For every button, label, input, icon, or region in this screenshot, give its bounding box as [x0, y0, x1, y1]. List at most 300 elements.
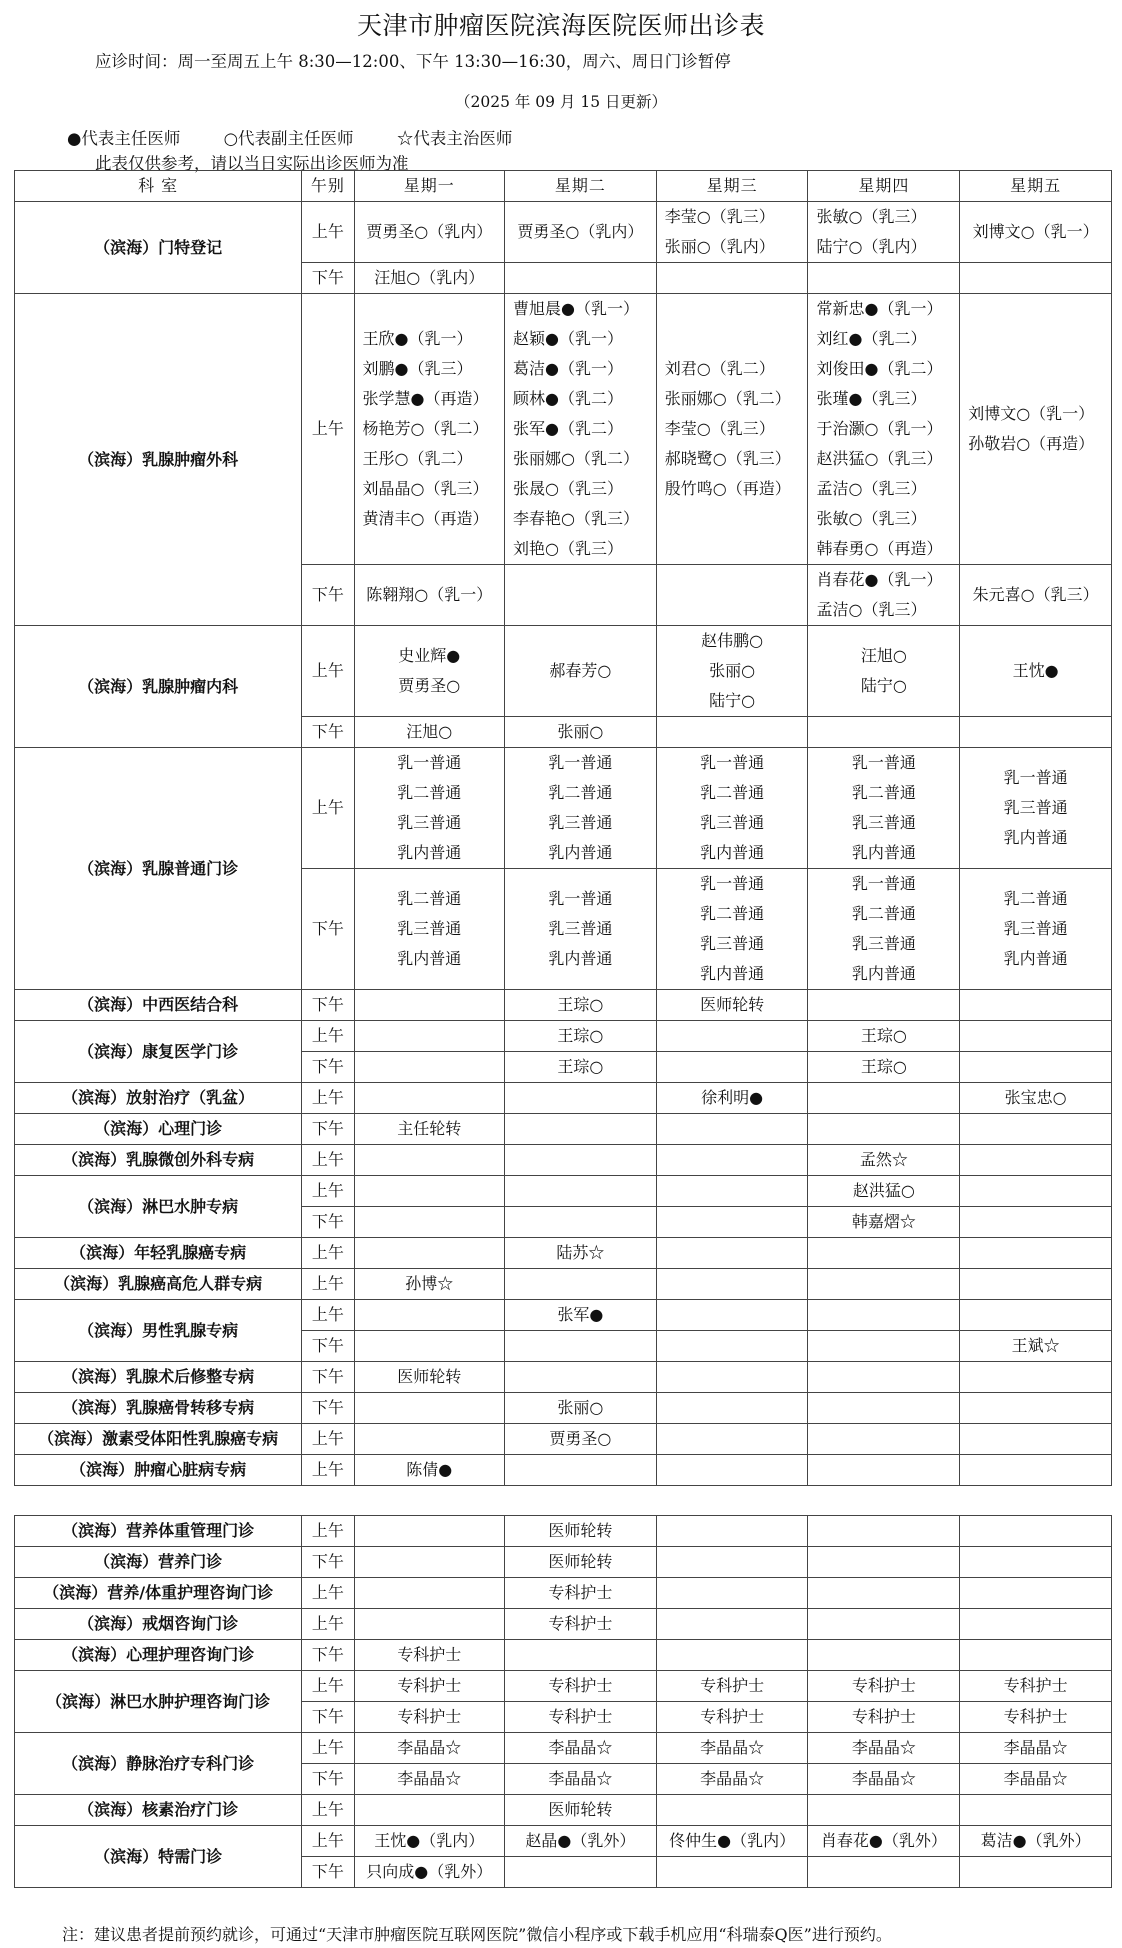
doctor-entry: 专科护士	[1003, 1676, 1068, 1695]
schedule-cell	[354, 1609, 504, 1640]
schedule-cell	[808, 1083, 960, 1114]
schedule-cell	[656, 1238, 808, 1269]
schedule-cell	[808, 294, 960, 565]
doctor-entry: 乳一普通	[851, 753, 916, 772]
doctor-entry: 乳三普通	[397, 919, 462, 938]
doctor-entry: 史业辉●	[398, 646, 461, 665]
dept-name: （滨海）营养体重管理门诊	[15, 1516, 302, 1547]
schedule-cell	[354, 1393, 504, 1424]
header-monday: 星期一	[354, 171, 504, 202]
empty-slot	[657, 1176, 808, 1206]
table-row	[15, 1393, 1112, 1424]
schedule-cell	[960, 1857, 1112, 1888]
schedule-cell	[656, 1671, 808, 1702]
doctor-entry: 贾勇圣○（乳内）	[366, 222, 493, 241]
schedule-cell	[960, 748, 1112, 869]
empty-slot	[960, 1145, 1111, 1175]
empty-slot	[808, 1362, 959, 1392]
doctor-entry: 李晶晶☆	[851, 1738, 916, 1757]
doctor-entry: 刘君○（乳二）	[664, 359, 775, 378]
empty-slot	[960, 1795, 1111, 1825]
session-period: 上午	[302, 1021, 354, 1052]
doctor-entry: 张丽娜○（乳二）	[513, 449, 639, 468]
schedule-cell	[656, 1455, 808, 1486]
empty-slot	[657, 1424, 808, 1454]
schedule-cell	[960, 565, 1112, 626]
schedule-cell	[656, 1362, 808, 1393]
doctor-entry: 张丽○	[557, 1398, 604, 1417]
doctor-entry: 孟洁○（乳三）	[816, 479, 927, 498]
schedule-cell	[656, 1269, 808, 1300]
schedule-cell	[505, 1795, 657, 1826]
schedule-cell	[354, 717, 504, 748]
schedule-cell	[960, 1207, 1112, 1238]
schedule-cell	[505, 1764, 657, 1795]
doctor-entry: 王忱●（乳内）	[374, 1831, 485, 1850]
empty-slot	[657, 1207, 808, 1237]
schedule-cell	[808, 1052, 960, 1083]
empty-slot	[657, 1547, 808, 1577]
dept-name: （滨海）年轻乳腺癌专病	[15, 1238, 302, 1269]
empty-slot	[355, 1578, 504, 1608]
empty-slot	[657, 1857, 808, 1887]
empty-slot	[657, 1578, 808, 1608]
schedule-cell	[656, 869, 808, 990]
doctor-entry: 乳二普通	[851, 904, 916, 923]
empty-slot	[355, 1424, 504, 1454]
header-dept: 科 室	[15, 171, 302, 202]
empty-slot	[657, 1609, 808, 1639]
doctor-entry: 乳三普通	[700, 934, 765, 953]
schedule-cell	[960, 1516, 1112, 1547]
dept-name: （滨海）康复医学门诊	[15, 1021, 302, 1083]
doctor-entry: 专科护士	[851, 1707, 916, 1726]
doctor-entry: 医师轮转	[548, 1552, 613, 1571]
doctor-entry: 孙博☆	[405, 1274, 454, 1293]
schedule-cell	[656, 717, 808, 748]
table-row	[15, 1826, 1112, 1857]
doctor-entry: 乳一普通	[548, 753, 613, 772]
schedule-cell	[808, 1145, 960, 1176]
empty-slot	[505, 1640, 656, 1670]
doctor-entry: 乳内普通	[851, 964, 916, 983]
schedule-cell	[808, 1516, 960, 1547]
schedule-cell	[505, 565, 657, 626]
schedule-cell	[656, 1578, 808, 1609]
empty-slot	[505, 1083, 656, 1113]
table-row	[15, 294, 1112, 565]
doctor-entry: 王琮○	[557, 1057, 604, 1076]
schedule-cell	[656, 1021, 808, 1052]
doctor-entry: 张敏○（乳三）	[816, 207, 927, 226]
doctor-entry: 葛洁●（乳一）	[513, 359, 623, 378]
doctor-entry: 乳内普通	[397, 843, 462, 862]
dept-name: （滨海）淋巴水肿护理咨询门诊	[15, 1671, 302, 1733]
session-period: 下午	[302, 1764, 354, 1795]
doctor-entry: 陆苏☆	[556, 1243, 605, 1262]
doctor-entry: 孟洁○（乳三）	[816, 600, 927, 619]
schedule-cell	[656, 1052, 808, 1083]
schedule-cell	[354, 1176, 504, 1207]
schedule-cell	[656, 1702, 808, 1733]
schedule-cell	[505, 1269, 657, 1300]
dept-name: （滨海）乳腺术后修整专病	[15, 1362, 302, 1393]
dept-name: （滨海）特需门诊	[15, 1826, 302, 1888]
table-row	[15, 1516, 1112, 1547]
doctor-entry: 乳二普通	[700, 783, 765, 802]
schedule-cell	[960, 1795, 1112, 1826]
session-period: 上午	[302, 626, 354, 717]
session-period: 下午	[302, 1702, 354, 1733]
session-period: 上午	[302, 1145, 354, 1176]
schedule-cell	[505, 1702, 657, 1733]
schedule-cell	[505, 1238, 657, 1269]
schedule-cell	[960, 1609, 1112, 1640]
empty-slot	[505, 1331, 656, 1361]
session-period: 上午	[302, 1609, 354, 1640]
schedule-cell	[354, 1764, 504, 1795]
doctor-entry: 王琮○	[860, 1026, 907, 1045]
disclaimer: 此表仅供参考，请以当日实际出诊医师为准	[95, 154, 409, 173]
table-row	[15, 1176, 1112, 1207]
session-period: 上午	[302, 1455, 354, 1486]
schedule-cell	[505, 1857, 657, 1888]
schedule-cell	[505, 1393, 657, 1424]
schedule-cell	[505, 1826, 657, 1857]
empty-slot	[657, 580, 808, 610]
schedule-cell	[808, 1857, 960, 1888]
session-period: 下午	[302, 263, 354, 294]
session-period: 上午	[302, 1269, 354, 1300]
schedule-cell	[354, 869, 504, 990]
empty-slot	[505, 1857, 656, 1887]
schedule-cell	[960, 1393, 1112, 1424]
schedule-cell	[505, 1145, 657, 1176]
empty-slot	[657, 1052, 808, 1082]
empty-slot	[808, 1393, 959, 1423]
schedule-cell	[505, 1516, 657, 1547]
empty-slot	[960, 1176, 1111, 1206]
schedule-cell	[808, 263, 960, 294]
schedule-cell	[960, 1145, 1112, 1176]
schedule-cell	[808, 565, 960, 626]
schedule-cell	[808, 748, 960, 869]
empty-slot	[960, 1114, 1111, 1144]
doctor-entry: 乳三普通	[397, 813, 462, 832]
doctor-entry: 专科护士	[700, 1676, 765, 1695]
schedule-cell	[656, 1331, 808, 1362]
dept-name: （滨海）乳腺肿瘤内科	[15, 626, 302, 748]
schedule-cell	[505, 1176, 657, 1207]
session-period: 下午	[302, 990, 354, 1021]
schedule-cell	[354, 1362, 504, 1393]
table-row	[15, 1238, 1112, 1269]
dept-name: （滨海）乳腺癌高危人群专病	[15, 1269, 302, 1300]
doctor-entry: 专科护士	[548, 1614, 613, 1633]
schedule-cell	[354, 1547, 504, 1578]
doctor-entry: 刘博文○（乳一）	[968, 404, 1095, 423]
symbol-legend	[67, 125, 550, 149]
session-period: 下午	[302, 717, 354, 748]
empty-slot	[355, 1052, 504, 1082]
doctor-entry: 汪旭○	[406, 722, 453, 741]
header-friday: 星期五	[960, 171, 1112, 202]
schedule-cell	[354, 990, 504, 1021]
schedule-cell	[505, 1362, 657, 1393]
schedule-cell	[808, 626, 960, 717]
empty-slot	[960, 1516, 1111, 1546]
dept-name: （滨海）乳腺普通门诊	[15, 748, 302, 990]
table-row	[15, 1362, 1112, 1393]
table-row	[15, 1455, 1112, 1486]
empty-slot	[960, 1547, 1111, 1577]
dept-name: （滨海）营养/体重护理咨询门诊	[15, 1578, 302, 1609]
dept-name: （滨海）淋巴水肿专病	[15, 1176, 302, 1238]
dept-name: （滨海）静脉治疗专科门诊	[15, 1733, 302, 1795]
table-row	[15, 748, 1112, 869]
schedule-cell	[808, 1795, 960, 1826]
session-period: 下午	[302, 1331, 354, 1362]
doctor-entry: 乳一普通	[700, 874, 765, 893]
empty-slot	[808, 1083, 959, 1113]
empty-slot	[960, 1362, 1111, 1392]
session-period: 下午	[302, 1393, 354, 1424]
schedule-cell	[505, 1424, 657, 1455]
schedule-cell	[354, 1021, 504, 1052]
empty-slot	[355, 1516, 504, 1546]
schedule-cell	[354, 1640, 504, 1671]
empty-slot	[355, 1547, 504, 1577]
schedule-cell	[656, 202, 808, 263]
header-wednesday: 星期三	[656, 171, 808, 202]
doctor-entry: 王斌☆	[1011, 1336, 1060, 1355]
doctor-entry: 刘俊田●（乳二）	[816, 359, 943, 378]
empty-slot	[657, 1021, 808, 1051]
schedule-cell	[808, 717, 960, 748]
schedule-cell	[354, 1702, 504, 1733]
dept-name: （滨海）男性乳腺专病	[15, 1300, 302, 1362]
doctor-entry: 专科护士	[397, 1707, 462, 1726]
doctor-entry: 赵晶●（乳外）	[525, 1831, 636, 1850]
session-period: 上午	[302, 1300, 354, 1331]
empty-slot	[505, 580, 656, 610]
empty-slot	[960, 1052, 1111, 1082]
empty-slot	[808, 717, 959, 747]
schedule-cell	[656, 1733, 808, 1764]
doctor-entry: 张瑾●（乳三）	[816, 389, 927, 408]
empty-slot	[657, 1640, 808, 1670]
schedule-cell	[354, 1145, 504, 1176]
schedule-cell	[808, 1393, 960, 1424]
schedule-cell	[354, 1331, 504, 1362]
schedule-cell	[808, 1176, 960, 1207]
empty-slot	[355, 1300, 504, 1330]
schedule-cell	[656, 1857, 808, 1888]
schedule-cell	[808, 990, 960, 1021]
schedule-cell	[354, 1795, 504, 1826]
schedule-cell	[505, 717, 657, 748]
table-row	[15, 1300, 1112, 1331]
schedule-cell	[960, 1269, 1112, 1300]
session-period: 上午	[302, 1176, 354, 1207]
doctor-entry: 王琮○	[860, 1057, 907, 1076]
schedule-cell	[960, 626, 1112, 717]
session-period: 上午	[302, 1795, 354, 1826]
schedule-cell	[656, 1300, 808, 1331]
schedule-cell	[808, 1733, 960, 1764]
doctor-entry: 赵洪猛○（乳三）	[816, 449, 943, 468]
empty-slot	[505, 1176, 656, 1206]
doctor-entry: 郝晓鹭○（乳三）	[664, 449, 791, 468]
schedule-cell	[960, 1764, 1112, 1795]
schedule-cell	[354, 1516, 504, 1547]
empty-slot	[355, 990, 504, 1020]
doctor-entry: 医师轮转	[397, 1367, 462, 1386]
doctor-entry: 乳内普通	[1003, 828, 1068, 847]
doctor-entry: 刘艳○（乳三）	[513, 539, 623, 558]
doctor-entry: 贾勇圣○（乳内）	[517, 222, 644, 241]
table-row	[15, 202, 1112, 263]
schedule-cell	[960, 1424, 1112, 1455]
doctor-entry: 乳二普通	[548, 783, 613, 802]
schedule-cell	[354, 1083, 504, 1114]
doctor-entry: 刘晶晶○（乳三）	[362, 479, 489, 498]
session-period: 下午	[302, 1114, 354, 1145]
empty-slot	[657, 1455, 808, 1485]
doctor-entry: 乳一普通	[700, 753, 765, 772]
doctor-entry: 乳二普通	[397, 783, 462, 802]
empty-slot	[960, 1609, 1111, 1639]
doctor-entry: 张宝忠○	[1004, 1088, 1067, 1107]
table-row	[15, 1269, 1112, 1300]
schedule-cell	[354, 1424, 504, 1455]
schedule-cell	[960, 1238, 1112, 1269]
table-row	[15, 1083, 1112, 1114]
schedule-cell	[505, 1455, 657, 1486]
doctor-entry: 孟然☆	[859, 1150, 908, 1169]
session-period: 下午	[302, 1052, 354, 1083]
doctor-entry: 徐利明●	[701, 1088, 764, 1107]
schedule-cell	[808, 1269, 960, 1300]
empty-slot	[505, 263, 656, 293]
schedule-cell	[960, 1702, 1112, 1733]
schedule-cell	[656, 1764, 808, 1795]
doctor-entry: 陆宁○	[709, 691, 756, 710]
dept-name: （滨海）乳腺癌骨转移专病	[15, 1393, 302, 1424]
schedule-cell	[808, 1362, 960, 1393]
schedule-cell	[505, 263, 657, 294]
empty-slot	[808, 1640, 959, 1670]
doctor-entry: 殷竹鸣○（再造）	[664, 479, 791, 498]
schedule-cell	[354, 1671, 504, 1702]
doctor-entry: 专科护士	[548, 1583, 613, 1602]
doctor-entry: 乳三普通	[548, 919, 613, 938]
empty-slot	[505, 1455, 656, 1485]
schedule-cell	[505, 1671, 657, 1702]
empty-slot	[355, 1795, 504, 1825]
doctor-entry: 赵颖●（乳一）	[513, 329, 623, 348]
schedule-cell	[656, 1393, 808, 1424]
doctor-entry: 于治灏○（乳一）	[816, 419, 943, 438]
doctor-entry: 韩嘉熠☆	[851, 1212, 916, 1231]
schedule-cell	[656, 748, 808, 869]
schedule-cell	[354, 748, 504, 869]
schedule-cell	[656, 1083, 808, 1114]
schedule-cell	[505, 1083, 657, 1114]
empty-slot	[355, 1021, 504, 1051]
clinic-hours: 应诊时间：周一至周五上午 8:30—12:00、下午 13:30—16:30，周六、周日门诊暂停	[95, 52, 731, 71]
empty-slot	[505, 1145, 656, 1175]
empty-slot	[808, 263, 959, 293]
doctor-entry: 乳三普通	[548, 813, 613, 832]
doctor-entry: 乳三普通	[1003, 798, 1068, 817]
doctor-entry: 张学慧●（再造）	[362, 389, 489, 408]
schedule-cell	[808, 1547, 960, 1578]
session-period: 下午	[302, 1362, 354, 1393]
schedule-cell	[656, 626, 808, 717]
doctor-entry: 王琮○	[557, 995, 604, 1014]
header-tuesday: 星期二	[505, 171, 657, 202]
doctor-entry: 乳内普通	[1003, 949, 1068, 968]
doctor-entry: 张敏○（乳三）	[816, 509, 927, 528]
empty-slot	[960, 1021, 1111, 1051]
doctor-entry: 专科护士	[1003, 1707, 1068, 1726]
session-period: 下午	[302, 565, 354, 626]
doctor-entry: 李晶晶☆	[851, 1769, 916, 1788]
session-period: 下午	[302, 1207, 354, 1238]
session-period: 上午	[302, 1826, 354, 1857]
empty-slot	[808, 1300, 959, 1330]
dept-name: （滨海）乳腺微创外科专病	[15, 1145, 302, 1176]
schedule-cell	[656, 1609, 808, 1640]
table-row	[15, 1424, 1112, 1455]
schedule-cell	[960, 1114, 1112, 1145]
empty-slot	[657, 1145, 808, 1175]
doctor-entry: 郝春芳○	[549, 661, 612, 680]
doctor-entry: 专科护士	[548, 1707, 613, 1726]
schedule-cell	[808, 1640, 960, 1671]
schedule-cell	[960, 1640, 1112, 1671]
schedule-cell	[354, 1857, 504, 1888]
doctor-entry: 乳二普通	[851, 783, 916, 802]
schedule-cell	[505, 1114, 657, 1145]
session-period: 上午	[302, 1424, 354, 1455]
schedule-cell	[505, 1021, 657, 1052]
schedule-cell	[505, 1207, 657, 1238]
doctor-entry: 王忱●	[1012, 661, 1059, 680]
table-row	[15, 626, 1112, 717]
empty-slot	[808, 1114, 959, 1144]
session-period: 上午	[302, 294, 354, 565]
schedule-cell	[354, 1578, 504, 1609]
schedule-cell	[808, 1021, 960, 1052]
empty-slot	[355, 1609, 504, 1639]
schedule-cell	[505, 1547, 657, 1578]
empty-slot	[960, 1238, 1111, 1268]
doctor-entry: 顾林●（乳二）	[513, 389, 623, 408]
doctor-entry: 乳内普通	[548, 843, 613, 862]
table-row	[15, 1547, 1112, 1578]
schedule-cell	[354, 1455, 504, 1486]
session-period: 上午	[302, 1516, 354, 1547]
empty-slot	[657, 1362, 808, 1392]
empty-slot	[960, 1857, 1111, 1887]
schedule-cell	[960, 1578, 1112, 1609]
doctor-entry: 刘博文○（乳一）	[972, 222, 1099, 241]
doctor-entry: 乳一普通	[1003, 768, 1068, 787]
empty-slot	[808, 1455, 959, 1485]
doctor-entry: 专科护士	[397, 1676, 462, 1695]
